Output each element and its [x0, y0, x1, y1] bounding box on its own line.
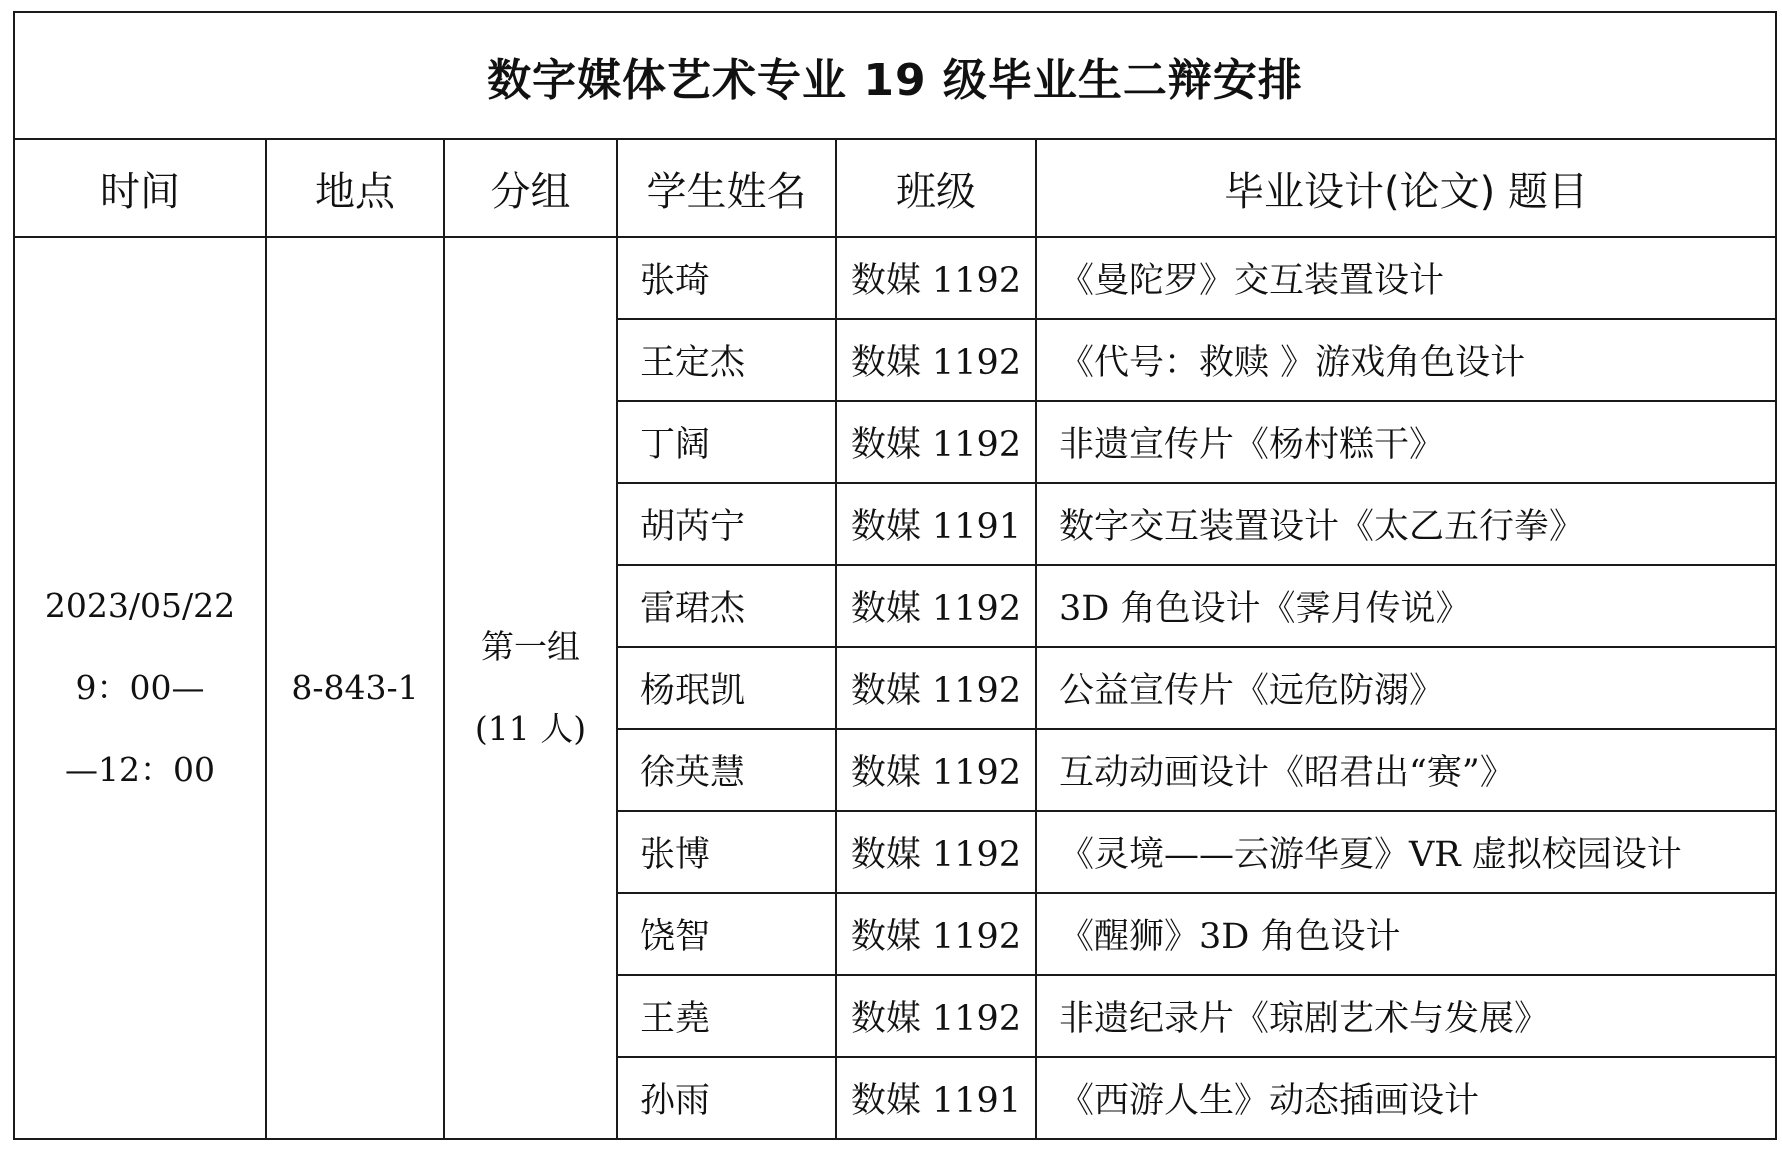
header-group: 分组: [444, 139, 617, 237]
student-name: 丁阔: [617, 401, 836, 483]
thesis-topic: 《醒狮》3D 角色设计: [1036, 893, 1776, 975]
thesis-topic: 《曼陀罗》交互装置设计: [1036, 237, 1776, 319]
student-name: 杨珉凯: [617, 647, 836, 729]
student-class: 数媒 1192: [836, 237, 1036, 319]
student-name: 张博: [617, 811, 836, 893]
header-thesis-topic: 毕业设计(论文) 题目: [1036, 139, 1776, 237]
thesis-topic: 数字交互装置设计《太乙五行拳》: [1036, 483, 1776, 565]
student-name: 徐英慧: [617, 729, 836, 811]
session-location: 8-843-1: [291, 668, 419, 707]
student-name: 王堯: [617, 975, 836, 1057]
thesis-topic: 互动动画设计《昭君出“赛”》: [1036, 729, 1776, 811]
student-class: 数媒 1192: [836, 729, 1036, 811]
student-class: 数媒 1192: [836, 319, 1036, 401]
student-name: 孙雨: [617, 1057, 836, 1139]
defense-schedule-table: [13, 11, 1777, 1140]
session-time-start: 9：00—: [75, 668, 205, 707]
student-class: 数媒 1192: [836, 975, 1036, 1057]
thesis-topic: 3D 角色设计《霁月传说》: [1036, 565, 1776, 647]
student-class: 数媒 1191: [836, 1057, 1036, 1139]
student-class: 数媒 1192: [836, 893, 1036, 975]
student-class: 数媒 1192: [836, 401, 1036, 483]
thesis-topic: 《代号：救赎 》游戏角色设计: [1036, 319, 1776, 401]
thesis-topic: 非遗纪录片《琼剧艺术与发展》: [1036, 975, 1776, 1057]
group-name: 第一组: [481, 627, 580, 666]
thesis-topic: 非遗宣传片《杨村糕干》: [1036, 401, 1776, 483]
thesis-topic: 公益宣传片《远危防溺》: [1036, 647, 1776, 729]
group-count: (11 人): [474, 709, 587, 748]
student-name: 胡芮宁: [617, 483, 836, 565]
session-group-cell: [444, 237, 617, 1139]
header-class: 班级: [836, 139, 1036, 237]
student-class: 数媒 1192: [836, 811, 1036, 893]
header-location: 地点: [266, 139, 444, 237]
thesis-topic: 《西游人生》动态插画设计: [1036, 1057, 1776, 1139]
student-class: 数媒 1192: [836, 565, 1036, 647]
session-time-end: —12：00: [65, 750, 215, 789]
session-time-cell: [14, 237, 266, 1139]
student-class: 数媒 1192: [836, 647, 1036, 729]
session-date: 2023/05/22: [44, 586, 236, 625]
student-name: 张琦: [617, 237, 836, 319]
table-title: 数字媒体艺术专业 19 级毕业生二辩安排: [14, 12, 1776, 139]
session-location-cell: [266, 237, 444, 1139]
thesis-topic: 《灵境——云游华夏》VR 虚拟校园设计: [1036, 811, 1776, 893]
table-row: [14, 237, 1776, 319]
header-student-name: 学生姓名: [617, 139, 836, 237]
student-class: 数媒 1191: [836, 483, 1036, 565]
student-name: 雷珺杰: [617, 565, 836, 647]
student-name: 饶智: [617, 893, 836, 975]
student-name: 王定杰: [617, 319, 836, 401]
header-time: 时间: [14, 139, 266, 237]
